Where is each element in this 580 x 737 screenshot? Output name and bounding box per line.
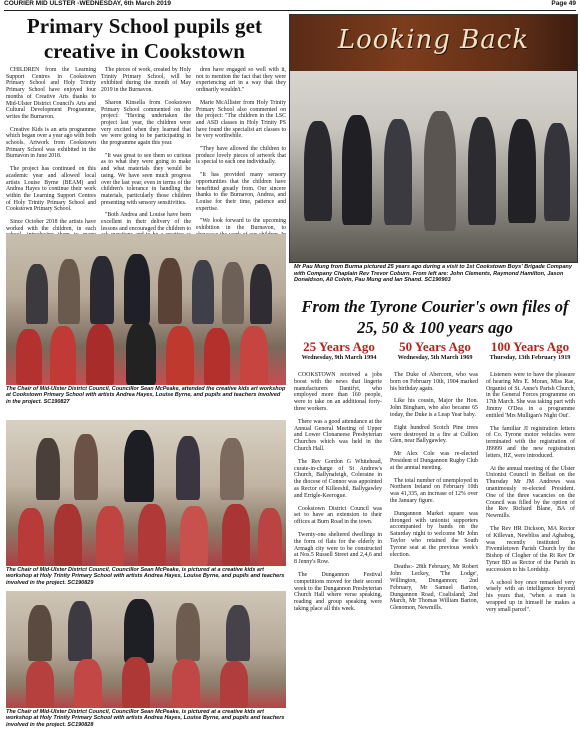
paragraph: "Both Andrea and Louise have been excellent in their delivery of the lessons and encouraged the children to xyxy=(101,212,191,232)
paragraph: "We look forward to the upcoming exhibition in the Burnavon, to xyxy=(196,218,286,232)
year-100-column xyxy=(486,372,575,620)
photo-caption: The Chair of Mid-Ulster District Council, Councillor Sean McPeake, is pictured at a creative kids art workshop at Holy Trinity Primary School with artists Andrea Hayes, Louise Byrne, and pupils and teachers involved in the project. SC190828 xyxy=(6,709,285,728)
looking-back-panel xyxy=(289,14,578,263)
year-25-header xyxy=(294,340,384,362)
paragraph: The Rev Gordon G Whitehead, curate-in-charge of St Andrew's Church, Ballynafeigh, Coleraine in the diocese of Connor was appointed as Rector of Killeeshil, Ballygawley and Errigle-Keerogue. xyxy=(294,458,382,499)
photo-holy-trinity-workshop-1 xyxy=(6,420,286,566)
photo-caption: The Chair of Mid-Ulster District Council, Councillor Sean McPeake, is pictured at a creative kids art workshop at Holy Trinity Primary School with artists Andrea Hayes, Louise Byrne, and pupils and teachers involved in the project. SC190829 xyxy=(6,567,285,586)
paragraph: There was a good attendance at the Annual General Meeting of Upper and Lower Clonaneese Presbyterian Churches which was held in the Church Hall. xyxy=(294,418,382,452)
paragraph: COOKSTOWN received a jobs boost with the news that lingerie manufacturers Dantifyt, who employed more than 160 people, were to take on an additional forty-three workers. xyxy=(294,372,382,412)
year-50-column xyxy=(390,372,478,618)
year-100-date: Thursday, 13th February 1919 xyxy=(489,354,571,361)
paragraph: Like his cousin, Major the Hon. John Bingham, who also became 65 today, the Duke is a Leap Year baby. xyxy=(390,398,478,418)
year-50-header xyxy=(390,340,480,362)
paragraph: dren have engaged so well with it, not to mention the fact that they were experiencing art in a way that they ordinarily wouldn't." xyxy=(196,67,286,94)
paragraph: The Rev HR Dickson, MA Rector of Killevan, Newbliss and Aghabog, was recently instituted in Fivemiletown Parish Church by the Bishop of Clogher of the Rt Rev Dr Tyner BD as Rector of the Parish in succession to his Lordship. xyxy=(486,525,575,573)
page-header xyxy=(4,0,576,11)
year-25-column xyxy=(294,372,382,619)
paragraph: The project has continued on this academic year and allowed local artists Louise Byrne (BEAM) and Andrea Hayes to continue their work within the Learning Support Centres of Holy Trinity Primary School and Cookstown Primary School. xyxy=(6,166,96,213)
year-25-title: 25 Years Ago xyxy=(303,339,375,354)
year-50-title: 50 Years Ago xyxy=(399,339,471,354)
looking-back-caption: Mr Pau Mung from Burma pictured 25 years ago during a visit to 1st Cookstown Boys' Brigade Company with Company Chaplain Rev Trevor Coburn. From left are: John Clements, Raymond Hamilton, Jason Donaldson, Ali Colvin, Pau Mung and Ian Shand. SC190903 xyxy=(294,264,572,284)
paragraph: The Duke of Abercorn, who was born on February 10th, 1904 marked his birthday again. xyxy=(390,372,478,392)
paragraph: Creative Kids is an arts programme which began over a year ago with both schools. Artwork from Cookstown Primary School was exhibited in the Burnavon in June 2018. xyxy=(6,126,96,160)
paragraph: Cookstown District Council was set to have an extension to their offices at Burn Road in the town. xyxy=(294,505,382,526)
looking-back-photo xyxy=(290,71,577,262)
photo-holy-trinity-workshop-2 xyxy=(6,591,286,708)
looking-back-banner xyxy=(290,15,577,71)
paragraph: Since October 2018 the artists have worked with the children, in each xyxy=(6,219,96,232)
tyrone-courier-heading: From the Tyrone Courier's own files of 25, 50 & 100 years ago xyxy=(301,297,569,337)
paragraph: "They have allowed the children to produce lovely pieces of artwork that is special to each one individually. xyxy=(196,146,286,166)
paragraph: Deaths:- 28th February, Mr Robert John Leckey, 'The Lodge', Willington, Dungannon; 2nd February, Mr Samuel Barton, Dungannon Road, Coalisland; 2nd March, Mr Thomas William Barton, Glenomon, Newmills. xyxy=(390,564,478,612)
paragraph: Mr Alex Cole was re-elected President of Dungannon Rugby Club at the annual meeting. xyxy=(390,451,478,471)
paragraph: Dungannon Market square was thronged with unionist supporters accompanied by bands on the Saturday night to welcome Mr John Taylor who retained the South Tyrone seat at the previous week's election. xyxy=(390,510,478,558)
article-headline: Primary School pupils get creative in Cookstown xyxy=(26,14,263,63)
page-number: Page 49 xyxy=(551,0,576,7)
paragraph: At the annual meeting of the Ulster Unionist Council in Belfast on the Thursday Mr JM Andrews was unanimously re-elected President. One of the three vacancies on the Council was filled by the option of the Rev Richard Blane, BA of Newmills. xyxy=(486,465,575,520)
photo-caption: The Chair of Mid-Ulster District Council, Councillor Sean McPeake, attended the creative kids art workshop at Cookstown Primary School with artists Andrea Hayes, Louise Byrne, and pupils and teachers involved in the project. SC190827 xyxy=(6,386,286,405)
paragraph: Sharon Kinsella from Cookstown Primary School commented on the project: "Having undertaken the project last year, the children were very excited when they learned that we were going to be participating in the programme again this year. xyxy=(101,99,191,147)
year-100-header xyxy=(484,340,576,362)
year-25-date: Wednesday, 9th March 1994 xyxy=(301,354,377,361)
year-100-title: 100 Years Ago xyxy=(490,339,570,354)
header-publication: COURIER MID ULSTER -WEDNESDAY, 6th March 2019 xyxy=(4,0,171,7)
photo-cookstown-ps-workshop xyxy=(6,234,286,385)
paragraph: A school boy once remarked very wisely with an intelligence beyond his years that, "when a man is wrapped up in himself he makes a very small parcel". xyxy=(486,579,575,613)
paragraph: "It was great to see them so curious as to what they were going to make and what materials they would be using. We have seen much progress over the last year, even in terms of the children's tolerance in handling the materials, particularly those children presenting with sensory sensitivities. xyxy=(101,152,191,206)
paragraph: The Dungannon Festival competitions moved for their second week to the Dungannon Presbyterian Church Hall where verse speaking, reading and group speaking were taking place all this week. xyxy=(294,571,382,612)
paragraph: CHILDREN from the Learning Support Centres in Cookstown Primary School and Holy Trinity Primary School have enjoyed four months of Creative Arts thanks to Mid-Ulster District Council's Arts and Cultural Development Programme, writes the Burnavon. xyxy=(6,67,96,120)
paragraph: Listeners were to have the pleasure of hearing Mrs E. Moran, Miss Rae, Organist of St. Anne's Parish Church, in the General Forces programme on 17th March. She was taking part with Jimmy O'Dea in a programme entitled 'Mrs Mulligan's Night Out'. xyxy=(486,372,575,419)
paragraph: The total number of unemployed in Northern Ireland on February 10th was 41,335, an increase of 12% over the January figure. xyxy=(390,477,478,504)
paragraph: The pieces of work, created by Holy Trinity Primary School, will be exhibited during the month of May 2019 in the Burnavon. xyxy=(101,67,191,94)
looking-back-title: Looking Back xyxy=(337,25,530,55)
paragraph: The familiar JI registration letters of Co. Tyrone motor vehicles were terminated with the registration of JI9999 and the new registration letters, HZ, were introduced. xyxy=(486,425,575,459)
paragraph: Eight hundred Scotch Pine trees were destroyed in a fire at Cullion Glen, near Ballygawley. xyxy=(390,424,478,445)
paragraph: Twenty-one sheltered dwellings in the form of flats for the elderly in Armagh city were to be constructed at Nos.5 Russell Street and 2,4,6 and 8 Jenny's Row. xyxy=(294,531,382,566)
paragraph: Marie McAllister from Holy Trinity Primary School also commented on the project: "The children in the LSC and ASD classes in Holy Trinity PS have found the specialist art classes to be very worthwhile. xyxy=(196,99,286,140)
year-50-date: Wednesday, 5th March 1969 xyxy=(397,354,473,361)
paragraph: "It has provided many sensory opportunities that the children have benefitted greatly from. Our sincere thanks to the Burnavon, Andrea, and Louise for their time, patience and expertise. xyxy=(196,172,286,212)
